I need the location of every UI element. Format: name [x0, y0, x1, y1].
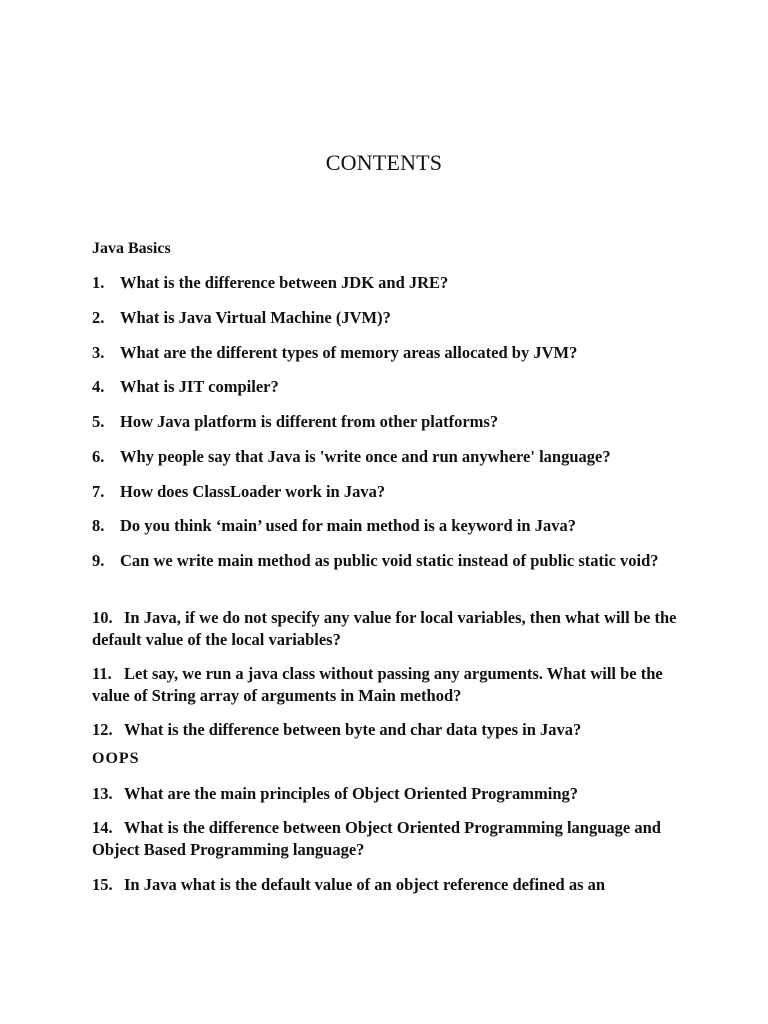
- toc-item-text: What is the difference between JDK and JRE?: [120, 273, 449, 292]
- toc-item-text: What are the main principles of Object Oriented Programming?: [124, 784, 578, 803]
- toc-item-4: [92, 376, 682, 398]
- toc-item-number: 12.: [92, 720, 113, 739]
- toc-item-text: What is the difference between Object Oriented Programming language and Object Based Programming language?: [92, 818, 661, 859]
- toc-item-text: In Java what is the default value of an object reference defined as an: [124, 875, 606, 894]
- toc-item-15: [92, 874, 682, 896]
- toc-item-text: What are the different types of memory areas allocated by JVM?: [120, 343, 578, 362]
- toc-item-13: [92, 783, 682, 805]
- toc-item-number: 2.: [92, 308, 105, 327]
- toc-item-number: 15.: [92, 875, 113, 894]
- toc-item-number: 10.: [92, 608, 113, 627]
- toc-item-2: [92, 307, 682, 329]
- toc-item-text: What is Java Virtual Machine (JVM)?: [120, 308, 391, 327]
- toc-item-number: 7.: [92, 482, 105, 501]
- toc-item-number: 8.: [92, 516, 105, 535]
- section-heading-oops: OOPS: [92, 750, 140, 767]
- toc-item-text: How does ClassLoader work in Java?: [120, 482, 386, 501]
- toc-item-number: 6.: [92, 447, 105, 466]
- toc-item-5: [92, 411, 682, 433]
- toc-item-text: Let say, we run a java class without passing any arguments. What will be the value of String array of arguments in Main method?: [92, 664, 663, 705]
- toc-item-10: [92, 607, 682, 651]
- toc-item-12: [92, 719, 682, 741]
- toc-item-number: 13.: [92, 784, 113, 803]
- toc-item-6: [92, 446, 682, 468]
- toc-item-text: What is the difference between byte and char data types in Java?: [124, 720, 582, 739]
- toc-item-text: What is JIT compiler?: [120, 377, 279, 396]
- toc-item-14: [92, 817, 682, 861]
- toc-item-number: 14.: [92, 818, 113, 837]
- toc-item-text: Do you think ‘main’ used for main method is a keyword in Java?: [120, 516, 576, 535]
- toc-item-7: [92, 481, 682, 503]
- toc-item-text: How Java platform is different from other platforms?: [120, 412, 499, 431]
- toc-item-text: In Java, if we do not specify any value for local variables, then what will be the default value of the local variables?: [92, 608, 677, 649]
- toc-item-text: Can we write main method as public void static instead of public static void?: [120, 551, 659, 570]
- section-heading-java-basics: Java Basics: [92, 240, 171, 257]
- toc-item-11: [92, 663, 682, 707]
- toc-item-text: Why people say that Java is 'write once and run anywhere' language?: [120, 447, 611, 466]
- toc-item-1: [92, 272, 682, 294]
- toc-item-number: 4.: [92, 377, 105, 396]
- toc-item-3: [92, 342, 682, 364]
- toc-item-number: 11.: [92, 664, 112, 683]
- toc-item-number: 5.: [92, 412, 105, 431]
- toc-item-number: 1.: [92, 273, 105, 292]
- toc-item-number: 3.: [92, 343, 105, 362]
- page-title: CONTENTS: [325, 150, 443, 175]
- toc-item-number: 9.: [92, 551, 105, 570]
- toc-item-8: [92, 515, 682, 537]
- toc-item-9: [92, 550, 682, 572]
